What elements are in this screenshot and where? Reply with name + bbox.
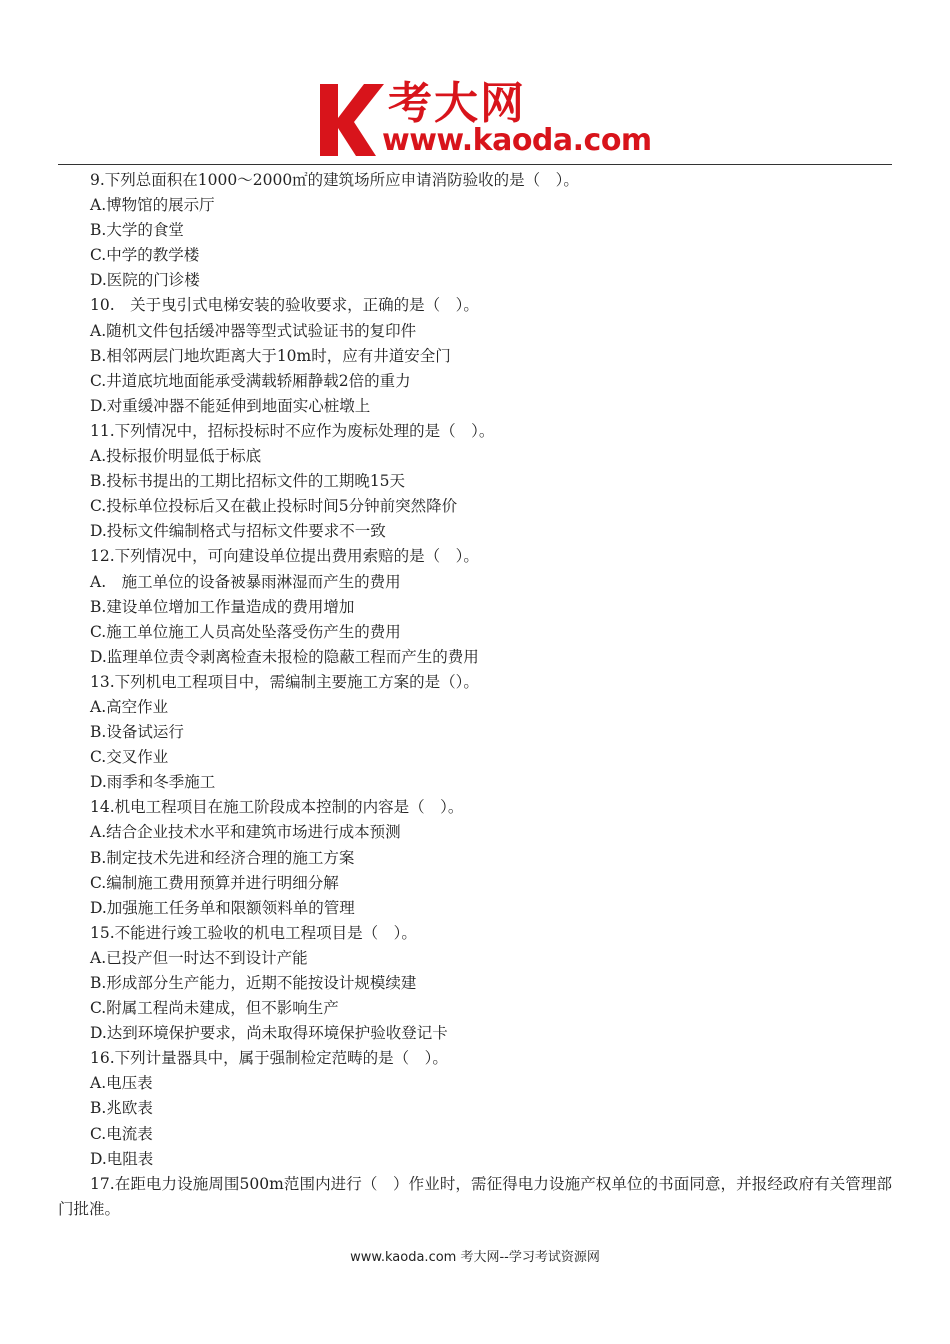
question-text: 15.不能进行竣工验收的机电工程项目是（ ）。 (90, 923, 417, 942)
answer-option: A. 施工单位的设备被暴雨淋湿而产生的费用 (90, 572, 401, 591)
question-text: 13.下列机电工程项目中，需编制主要施工方案的是（）。 (90, 672, 479, 691)
answer-option: C.电流表 (90, 1124, 153, 1143)
question-text: 12.下列情况中，可向建设单位提出费用索赔的是（ ）。 (90, 547, 479, 566)
answer-option: B.相邻两层门地坎距离大于10m时，应有井道安全门 (90, 346, 451, 365)
answer-option: A.已投产但一时达不到设计产能 (90, 948, 308, 967)
answer-option: D.加强施工任务单和限额领料单的管理 (90, 898, 355, 917)
answer-option: B.形成部分生产能力，近期不能按设计规模续建 (90, 974, 417, 992)
question-text: 14.机电工程项目在施工阶段成本控制的内容是（ ）。 (90, 798, 464, 817)
answer-option: A.结合企业技术水平和建筑市场进行成本预测 (90, 823, 401, 842)
answer-option: B.投标书提出的工期比招标文件的工期晚15天 (90, 472, 406, 491)
question-text: 9.下列总面积在1000～2000㎡的建筑场所应申请消防验收的是（ ）。 (90, 171, 579, 189)
answer-option: A.高空作业 (90, 697, 169, 716)
answer-option: D.投标文件编制格式与招标文件要求不一致 (90, 522, 386, 541)
answer-option: C.附属工程尚未建成，但不影响生产 (90, 999, 339, 1018)
answer-option: A.博物馆的展示厅 (90, 196, 215, 215)
answer-option: B.兆欧表 (90, 1099, 153, 1118)
answer-option: C.投标单位投标后又在截止投标时间5分钟前突然降价 (90, 497, 458, 516)
answer-option: B.建设单位增加工作量造成的费用增加 (90, 597, 355, 616)
question-text: 10. 关于曳引式电梯安装的验收要求，正确的是（ ）。 (90, 296, 479, 315)
page-header (0, 0, 950, 166)
answer-option: D.医院的门诊楼 (90, 271, 200, 290)
answer-option: C.井道底坑地面能承受满载轿厢静载2倍的重力 (90, 371, 411, 390)
page-footer: www.kaoda.com 考大网--学习考试资源网 (350, 1250, 600, 1265)
answer-option: C.中学的教学楼 (90, 246, 200, 265)
answer-option: C.编制施工费用预算并进行明细分解 (90, 873, 339, 892)
question-text: 16.下列计量器具中，属于强制检定范畴的是（ ）。 (90, 1049, 448, 1068)
answer-option: B.大学的食堂 (90, 221, 184, 240)
answer-option: A.随机文件包括缓冲器等型式试验证书的复印件 (90, 321, 417, 340)
answer-option: B.制定技术先进和经济合理的施工方案 (90, 848, 355, 867)
kaoda-logo (318, 78, 652, 160)
answer-option: C.施工单位施工人员高处坠落受伤产生的费用 (90, 622, 401, 641)
question-text: 17.在距电力设施周围500m范围内进行（ ）作业时，需征得电力设施产权单位的书面同意，并报经政府有关管理部门批准。 (58, 1174, 892, 1218)
logo-chinese-name: 考大网 (388, 78, 526, 129)
logo-url: www.kaoda.com (382, 123, 652, 158)
k-logo-icon (318, 78, 388, 160)
answer-option: A.电压表 (90, 1074, 153, 1093)
answer-option: D.对重缓冲器不能延伸到地面实心桩墩上 (90, 396, 371, 415)
question-list (58, 168, 892, 1222)
answer-option: D.电阻表 (90, 1149, 154, 1168)
question-text: 11.下列情况中，招标投标时不应作为废标处理的是（ ）。 (90, 421, 495, 440)
answer-option: C.交叉作业 (90, 748, 169, 767)
answer-option: D.达到环境保护要求，尚未取得环境保护验收登记卡 (90, 1024, 448, 1043)
answer-option: B.设备试运行 (90, 723, 184, 742)
header-divider (58, 164, 892, 165)
answer-option: A.投标报价明显低于标底 (90, 447, 262, 466)
answer-option: D.监理单位责令剥离检查未报检的隐蔽工程而产生的费用 (90, 647, 479, 666)
answer-option: D.雨季和冬季施工 (90, 773, 216, 792)
